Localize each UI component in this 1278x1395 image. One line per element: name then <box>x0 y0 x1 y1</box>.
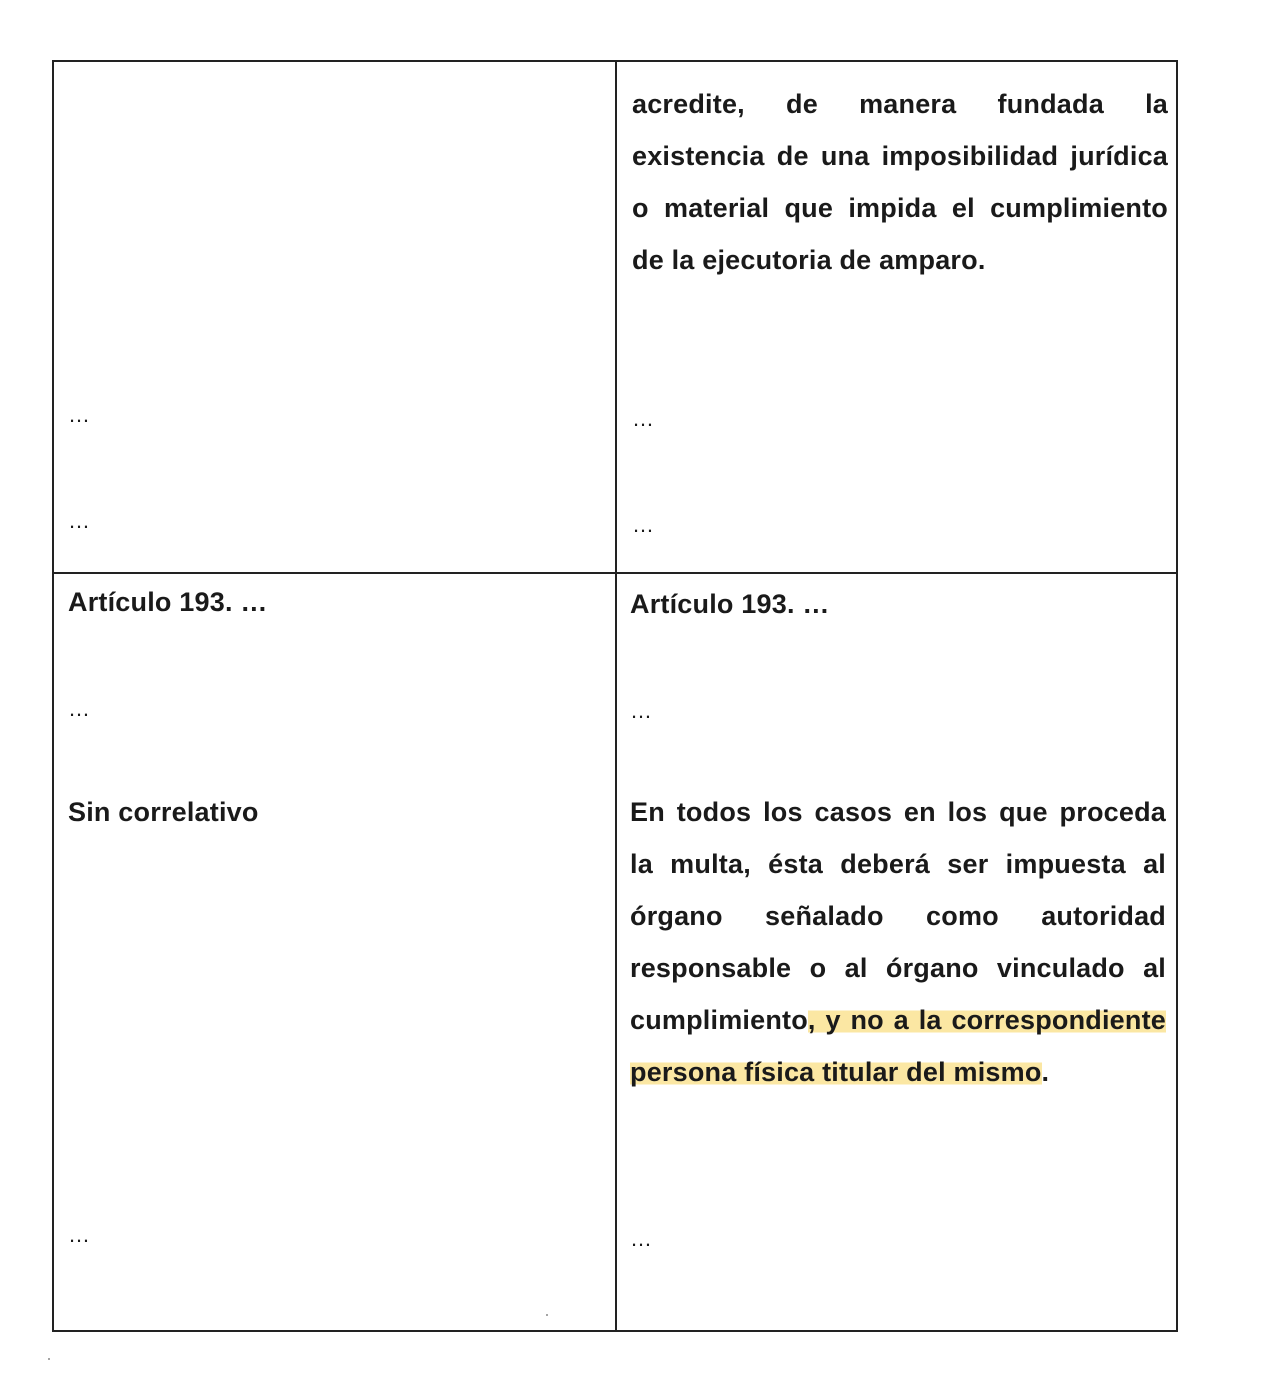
row-divider <box>54 572 1176 574</box>
left-top-ellipsis-2: … <box>68 508 92 533</box>
left-top-ellipsis-1: … <box>68 402 92 427</box>
column-divider <box>615 62 617 1330</box>
right-top-ellipsis-2: … <box>632 512 656 537</box>
left-article-heading <box>68 576 268 628</box>
right-top-ellipsis-1: … <box>632 406 656 431</box>
right-new-paragraph <box>630 786 1166 1098</box>
scan-speck-2 <box>48 1358 50 1360</box>
comparison-table <box>52 60 1178 1332</box>
right-top-paragraph: acredite, de manera fundada la existencia de una imposibilidad jurídica o material que impida el cumplimiento de la ejecutoria de amparo. <box>632 89 1168 275</box>
right-article-heading-text: Artículo 193. … <box>630 589 830 619</box>
right-article-heading <box>630 578 830 630</box>
paragraph-plain-text: En todos los casos en los que proceda la multa, ésta deberá ser impuesta al órgano señalado como autoridad responsable o al órgano vinculado al cumplimiento <box>630 797 1166 1035</box>
highlighted-text: , y no a la correspondiente persona física titular del mismo <box>630 1005 1166 1087</box>
left-bottom-ellipsis-1: … <box>68 696 92 721</box>
paragraph-end-text: . <box>1041 1057 1050 1087</box>
scan-speck-1 <box>546 1314 548 1316</box>
left-article-heading-text: Artículo 193. … <box>68 587 268 617</box>
no-correlative-label: Sin correlativo <box>68 797 259 827</box>
left-bottom-ellipsis-2: … <box>68 1222 92 1247</box>
right-bottom-ellipsis-1: … <box>630 698 654 723</box>
right-bottom-ellipsis-2: … <box>630 1226 654 1251</box>
